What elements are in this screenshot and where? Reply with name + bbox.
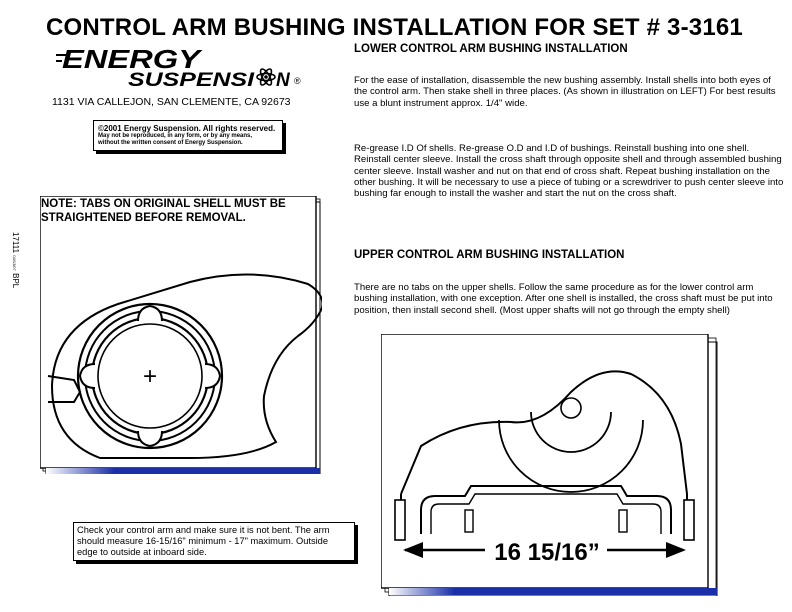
logo-energy-text: ENERGY xyxy=(62,46,204,74)
measurement-label: 16 15/16” xyxy=(494,539,600,566)
copyright-line-1: ©2001 Energy Suspension. All rights reserved. xyxy=(98,124,276,133)
side-code-initials: BPL xyxy=(11,273,20,289)
arm-check-note: Check your control arm and make sure it is not bent. The arm should measure 16-15/16" minimum - 17" maximum. Outside edge to outside at inboard side. xyxy=(73,522,355,561)
copyright-notice xyxy=(93,120,283,151)
copyright-line-3: without the written consent of Energy Suspension. xyxy=(98,140,243,146)
side-code-date: 04/13/07 xyxy=(12,255,17,271)
upper-section-heading: UPPER CONTROL ARM BUSHING INSTALLATION xyxy=(354,249,625,261)
panel-blue-bar xyxy=(46,468,320,474)
side-code xyxy=(11,232,20,289)
left-shell xyxy=(395,500,405,540)
copyright-line-2: May not be reproduced, in any form, or by any means, xyxy=(98,133,253,139)
lower-shell-illustration xyxy=(40,196,322,474)
logo-suspension-end: N xyxy=(276,70,290,88)
company-address: 1131 VIA CALLEJON, SAN CLEMENTE, CA 92673 xyxy=(52,96,291,108)
page-title: CONTROL ARM BUSHING INSTALLATION FOR SET # 3-3161 xyxy=(46,14,743,41)
lower-section-heading: LOWER CONTROL ARM BUSHING INSTALLATION xyxy=(354,43,628,55)
energy-suspension-logo xyxy=(56,46,326,88)
upper-paragraph: There are no tabs on the upper shells. Follow the same procedure as for the lower control arm bushing installation, with one exception. After one shell is installed, the cross shaft must be put into position, then install second shell. (Most upper shafts will not go through the empty shell) xyxy=(354,282,773,316)
panel-blue-bar xyxy=(389,588,717,595)
left-washer xyxy=(465,510,473,532)
tabs-warning-note: NOTE: TABS ON ORIGINAL SHELL MUST BE STRAIGHTENED BEFORE REMOVAL. xyxy=(41,198,286,224)
lower-paragraph-1: For the ease of installation, disassemble the new bushing assembly. Install shells into both eyes of the control arm. Then stake shell in three places. (As shown in illustration on LEFT) For best results use a blunt instrument approx. 1/4" wide. xyxy=(354,75,776,109)
right-shell xyxy=(684,500,694,540)
registered-mark: ® xyxy=(294,76,301,86)
side-code-number: 17111 xyxy=(11,232,20,254)
right-washer xyxy=(619,510,627,532)
upper-arm-illustration xyxy=(381,334,718,596)
atom-icon xyxy=(257,67,275,86)
center-mark: + xyxy=(142,363,158,390)
lower-paragraph-2: Re-grease I.D Of shells. Re-grease O.D and I.D of bushings. Reinstall bushing into one shell. Reinstall center sleeve. Install the cross shaft through opposite shell and through assembled bushing center sleeve. Install washer and nut on that end of cross shaft. Repeat bushing installation on the other bushing. It will be necessary to use a piece of tubing or a screwdriver to push center sleeve into bushing far enough to install the washer and start the nut on the cross shaft. xyxy=(354,143,784,200)
logo-suspension-text: SUSPENSI xyxy=(128,70,255,88)
